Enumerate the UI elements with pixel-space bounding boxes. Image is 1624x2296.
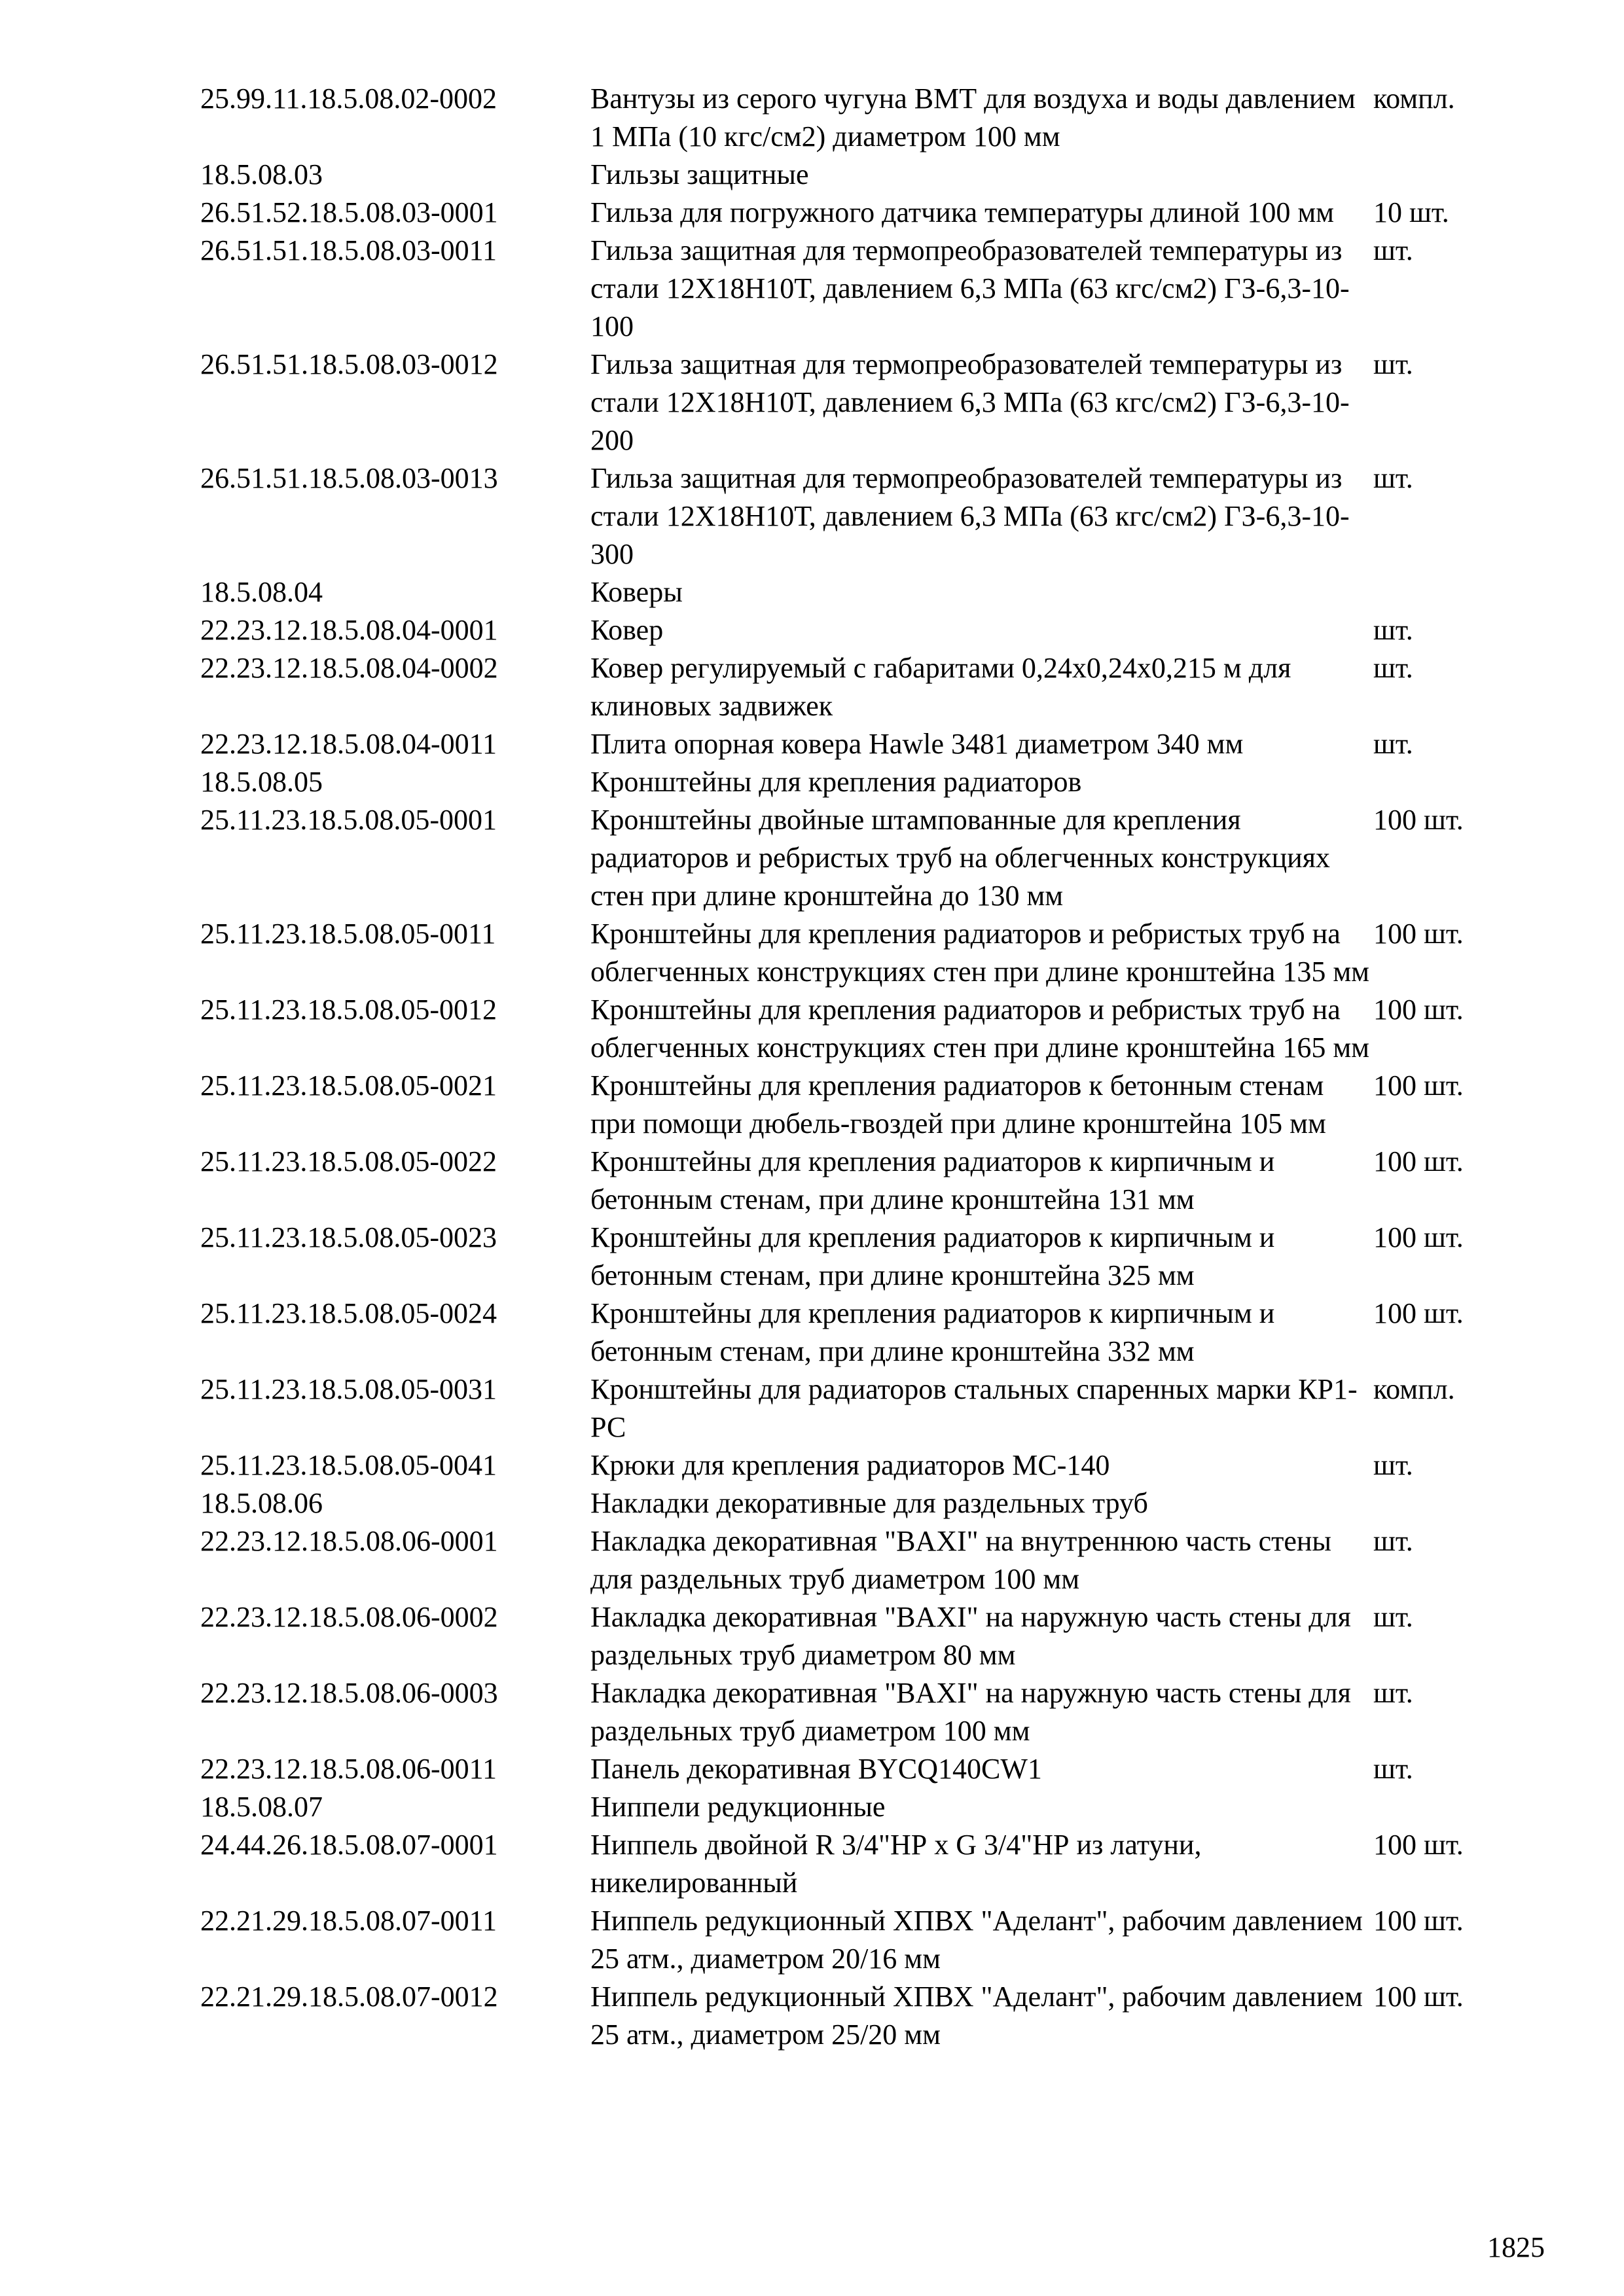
- item-code: 22.23.12.18.5.08.06-0002: [200, 1601, 498, 1633]
- item-code: 25.11.23.18.5.08.05-0031: [200, 1373, 497, 1405]
- item-name: Ковер: [590, 614, 664, 646]
- item-name: Гильзы защитные: [590, 158, 809, 190]
- table-row: [200, 1522, 1496, 1598]
- item-code: 25.11.23.18.5.08.05-0011: [200, 918, 496, 950]
- item-unit: 100 шт.: [1373, 918, 1464, 950]
- table-row: [200, 763, 1496, 801]
- item-code: 26.51.52.18.5.08.03-0001: [200, 196, 498, 228]
- item-name: Коверы: [590, 576, 683, 608]
- table-row: [200, 1067, 1496, 1143]
- item-code: 25.11.23.18.5.08.05-0001: [200, 804, 497, 836]
- item-name: Кронштейны для радиаторов стальных спаренных марки КР1-РС: [590, 1373, 1358, 1443]
- item-unit: шт.: [1373, 462, 1413, 494]
- item-unit: шт.: [1373, 1449, 1413, 1481]
- item-name: Плита опорная ковера Hawle 3481 диаметром 340 мм: [590, 728, 1244, 760]
- item-code: 22.23.12.18.5.08.04-0002: [200, 652, 498, 684]
- table-row: [200, 156, 1496, 194]
- table-row: [200, 1978, 1496, 2054]
- item-code: 18.5.08.06: [200, 1487, 323, 1519]
- item-unit: 100 шт.: [1373, 1221, 1464, 1253]
- item-code: 22.23.12.18.5.08.06-0003: [200, 1677, 498, 1709]
- table-row: [200, 194, 1496, 232]
- item-code: 25.11.23.18.5.08.05-0022: [200, 1145, 497, 1177]
- price-list: [200, 80, 1509, 2054]
- item-code: 24.44.26.18.5.08.07-0001: [200, 1829, 498, 1861]
- item-unit: шт.: [1373, 614, 1413, 646]
- item-name: Крюки для крепления радиаторов МС-140: [590, 1449, 1110, 1481]
- table-row: [200, 346, 1496, 459]
- table-row: [200, 1750, 1496, 1788]
- item-code: 25.11.23.18.5.08.05-0012: [200, 994, 497, 1026]
- table-row: [200, 1674, 1496, 1750]
- item-unit: компл.: [1373, 1373, 1455, 1405]
- item-code: 18.5.08.07: [200, 1791, 323, 1823]
- item-name: Гильза защитная для термопреобразователей температуры из стали 12Х18Н10Т, давлением 6,3 МПа (63 кгс/см2) ГЗ-6,3-10-300: [590, 462, 1350, 570]
- item-code: 25.11.23.18.5.08.05-0023: [200, 1221, 497, 1253]
- item-name: Кронштейны двойные штампованные для крепления радиаторов и ребристых труб на облегченных конструкциях стен при длине кронштейна до 130 мм: [590, 804, 1330, 912]
- table-row: [200, 80, 1496, 156]
- item-name: Ниппель редукционный ХПВХ "Аделант", рабочим давлением 25 атм., диаметром 20/16 мм: [590, 1905, 1363, 1975]
- item-name: Ниппель редукционный ХПВХ "Аделант", рабочим давлением 25 атм., диаметром 25/20 мм: [590, 1981, 1363, 2051]
- item-code: 25.11.23.18.5.08.05-0024: [200, 1297, 497, 1329]
- table-row: [200, 1826, 1496, 1902]
- table-row: [200, 1788, 1496, 1826]
- table-row: [200, 1902, 1496, 1978]
- item-name: Кронштейны для крепления радиаторов и ребристых труб на облегченных конструкциях стен при длине кронштейна 165 мм: [590, 994, 1370, 1064]
- item-code: 25.11.23.18.5.08.05-0041: [200, 1449, 497, 1481]
- item-unit: шт.: [1373, 728, 1413, 760]
- item-unit: [1373, 573, 1496, 611]
- item-code: 22.23.12.18.5.08.04-0001: [200, 614, 498, 646]
- table-row: [200, 573, 1496, 611]
- table-row: [200, 1598, 1496, 1674]
- table-row: [200, 725, 1496, 763]
- item-code: 18.5.08.05: [200, 766, 323, 798]
- table-row: [200, 459, 1496, 573]
- item-name: Ковер регулируемый с габаритами 0,24x0,24x0,215 м для клиновых задвижек: [590, 652, 1291, 722]
- item-name: Накладка декоративная "BAXI" на наружную часть стены для раздельных труб диаметром 100 мм: [590, 1677, 1351, 1747]
- item-unit: [1373, 1788, 1496, 1826]
- item-name: Панель декоративная BYCQ140CW1: [590, 1753, 1042, 1785]
- table-row: [200, 1143, 1496, 1219]
- item-unit: 100 шт.: [1373, 1145, 1464, 1177]
- item-code: 26.51.51.18.5.08.03-0012: [200, 348, 498, 380]
- item-unit: [1373, 1484, 1496, 1522]
- item-name: Вантузы из серого чугуна ВМТ для воздуха и воды давлением 1 МПа (10 кгс/см2) диаметром 100 мм: [590, 82, 1356, 152]
- item-unit: [1373, 156, 1496, 194]
- item-code: 26.51.51.18.5.08.03-0013: [200, 462, 498, 494]
- items-table-body: [200, 80, 1496, 2054]
- item-name: Ниппель двойной R 3/4"НР x G 3/4"НР из латуни, никелированный: [590, 1829, 1202, 1899]
- item-name: Кронштейны для крепления радиаторов к бетонным стенам при помощи дюбель-гвоздей при длине кронштейна 105 мм: [590, 1069, 1326, 1139]
- item-unit: компл.: [1373, 82, 1455, 115]
- item-code: 18.5.08.04: [200, 576, 323, 608]
- item-code: 22.21.29.18.5.08.07-0012: [200, 1981, 498, 2013]
- page-number: 1825: [1487, 2231, 1545, 2263]
- item-code: 22.23.12.18.5.08.04-0011: [200, 728, 497, 760]
- item-code: 22.21.29.18.5.08.07-0011: [200, 1905, 497, 1937]
- table-row: [200, 1446, 1496, 1484]
- item-code: 25.99.11.18.5.08.02-0002: [200, 82, 497, 115]
- item-code: 18.5.08.03: [200, 158, 323, 190]
- table-row: [200, 915, 1496, 991]
- item-unit: шт.: [1373, 1601, 1413, 1633]
- item-name: Гильза защитная для термопреобразователей температуры из стали 12Х18Н10Т, давлением 6,3 МПа (63 кгс/см2) ГЗ-6,3-10-100: [590, 234, 1350, 342]
- item-name: Ниппели редукционные: [590, 1791, 886, 1823]
- table-row: [200, 1219, 1496, 1295]
- table-row: [200, 1484, 1496, 1522]
- item-unit: 100 шт.: [1373, 994, 1464, 1026]
- item-unit: шт.: [1373, 348, 1413, 380]
- item-unit: 100 шт.: [1373, 1069, 1464, 1102]
- item-name: Кронштейны для крепления радиаторов к кирпичным и бетонным стенам, при длине кронштейна 325 мм: [590, 1221, 1275, 1291]
- item-unit: [1373, 763, 1496, 801]
- item-code: 22.23.12.18.5.08.06-0011: [200, 1753, 497, 1785]
- table-row: [200, 611, 1496, 649]
- item-name: Накладка декоративная "BAXI" на наружную часть стены для раздельных труб диаметром 80 мм: [590, 1601, 1351, 1671]
- item-unit: 100 шт.: [1373, 1981, 1464, 2013]
- table-row: [200, 1371, 1496, 1446]
- item-unit: шт.: [1373, 234, 1413, 266]
- table-row: [200, 232, 1496, 346]
- item-unit: 100 шт.: [1373, 1905, 1464, 1937]
- item-name: Кронштейны для крепления радиаторов и ребристых труб на облегченных конструкциях стен при длине кронштейна 135 мм: [590, 918, 1370, 988]
- items-table: [200, 80, 1496, 2054]
- table-row: [200, 801, 1496, 915]
- item-unit: шт.: [1373, 1753, 1413, 1785]
- item-unit: 10 шт.: [1373, 196, 1449, 228]
- table-row: [200, 991, 1496, 1067]
- item-code: 25.11.23.18.5.08.05-0021: [200, 1069, 497, 1102]
- item-name: Кронштейны для крепления радиаторов к кирпичным и бетонным стенам, при длине кронштейна 332 мм: [590, 1297, 1275, 1367]
- item-unit: 100 шт.: [1373, 1297, 1464, 1329]
- item-name: Накладка декоративная "BAXI" на внутреннюю часть стены для раздельных труб диаметром 100 мм: [590, 1525, 1331, 1595]
- item-name: Гильза для погружного датчика температуры длиной 100 мм: [590, 196, 1335, 228]
- item-name: Кронштейны для крепления радиаторов к кирпичным и бетонным стенам, при длине кронштейна 131 мм: [590, 1145, 1275, 1215]
- item-unit: 100 шт.: [1373, 1829, 1464, 1861]
- item-name: Накладки декоративные для раздельных труб: [590, 1487, 1148, 1519]
- item-unit: шт.: [1373, 1677, 1413, 1709]
- item-unit: 100 шт.: [1373, 804, 1464, 836]
- table-row: [200, 1295, 1496, 1371]
- table-row: [200, 649, 1496, 725]
- item-code: 26.51.51.18.5.08.03-0011: [200, 234, 497, 266]
- item-name: Гильза защитная для термопреобразователей температуры из стали 12Х18Н10Т, давлением 6,3 МПа (63 кгс/см2) ГЗ-6,3-10-200: [590, 348, 1350, 456]
- item-code: 22.23.12.18.5.08.06-0001: [200, 1525, 498, 1557]
- item-unit: шт.: [1373, 652, 1413, 684]
- item-unit: шт.: [1373, 1525, 1413, 1557]
- item-name: Кронштейны для крепления радиаторов: [590, 766, 1082, 798]
